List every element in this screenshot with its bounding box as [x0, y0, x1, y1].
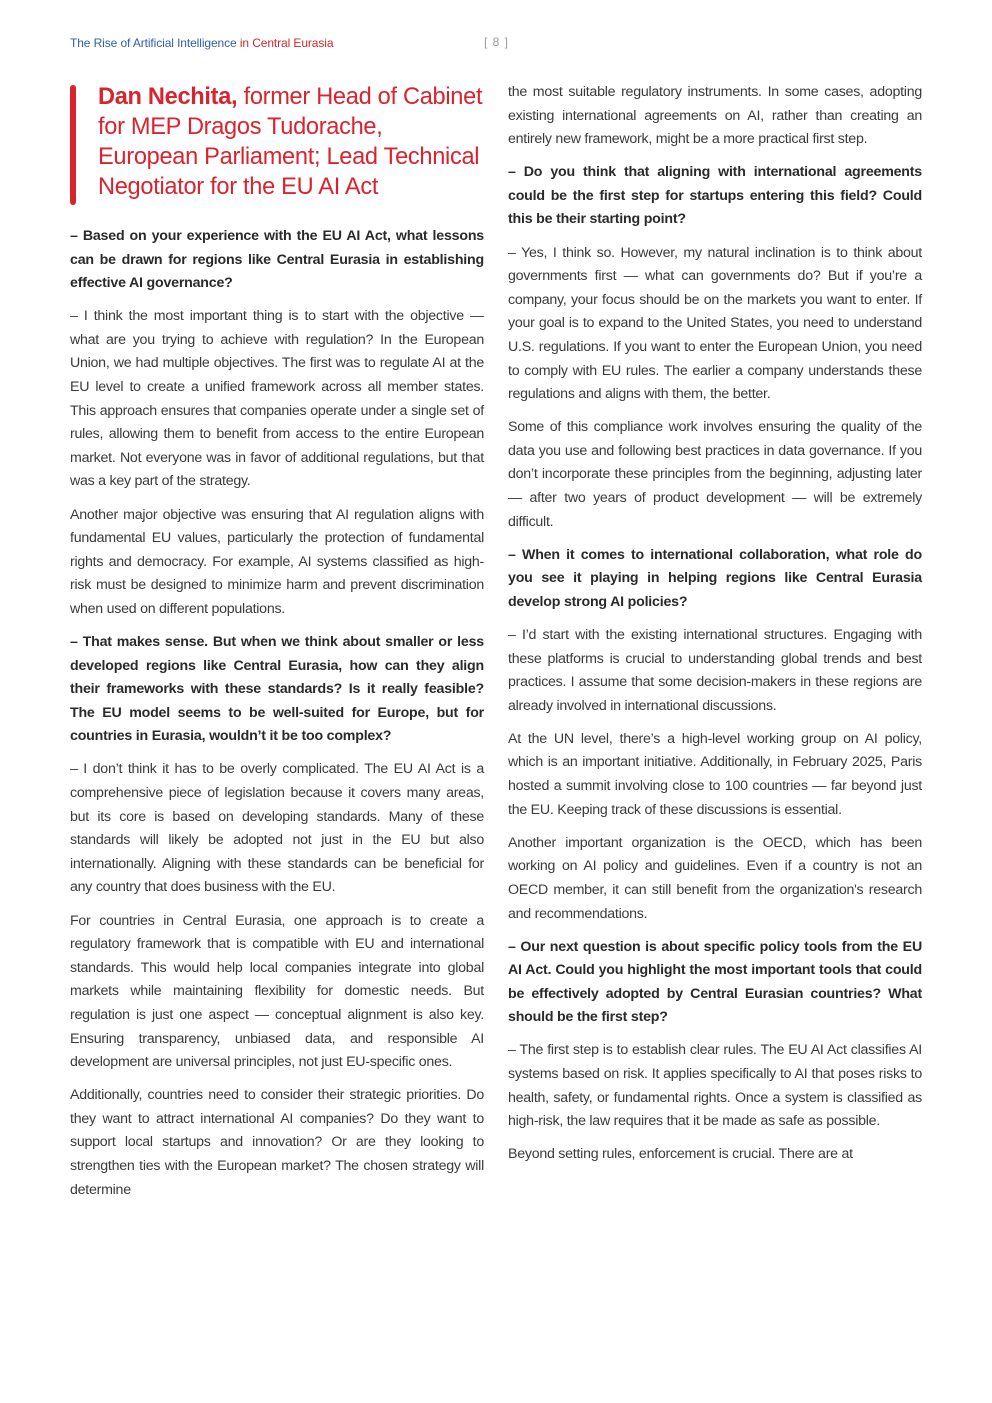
interviewee-title-block — [70, 82, 484, 202]
accent-bar — [70, 85, 76, 205]
left-paragraphs — [70, 225, 484, 1202]
right-paragraphs — [508, 81, 922, 1167]
running-header — [70, 36, 333, 50]
interview-answer: At the UN level, there’s a high-level working group on AI policy, which is an important initiative. Additionally, in February 2025, Paris hosted a summit involving close to 100 countries — far beyond just the EU. Keeping track of these discussions is essential. — [508, 730, 922, 818]
interview-question: – When it comes to international collaboration, what role do you see it playing in helping regions like Central Eurasia develop strong AI policies? — [508, 546, 922, 610]
page-number: [ 8 ] — [484, 35, 510, 49]
interview-answer: – I don’t think it has to be overly complicated. The EU AI Act is a comprehensive piece of legislation because it covers many areas, but its core is based on developing standards. Many of these standards will likely be adopted not just in the EU but also internationally. Aligning with these standards can be beneficial for any country that does business with the EU. — [70, 761, 484, 896]
interview-answer: Some of this compliance work involves ensuring the quality of the data you use and following best practices in data governance. If you don’t incorporate these principles from the beginning, adjusting later — after two years of product development — will be extremely difficult. — [508, 419, 922, 530]
interview-answer: the most suitable regulatory instruments. In some cases, adopting existing international agreements on AI, rather than creating an entirely new framework, might be a more practical first step. — [508, 84, 922, 148]
right-column — [508, 81, 922, 1176]
interview-answer: Beyond setting rules, enforcement is crucial. There are at — [508, 1146, 853, 1163]
interview-question: – Based on your experience with the EU AI Act, what lessons can be drawn for regions like Central Eurasia in establishing effective AI governance? — [70, 228, 484, 292]
interview-question: – That makes sense. But when we think about smaller or less developed regions like Central Eurasia, how can they align their frameworks with these standards? Is it really feasible? The EU model seems to be well-suited for Europe, but for countries in Eurasia, wouldn’t it be too complex? — [70, 634, 484, 745]
header-title-region: in Central Eurasia — [239, 36, 334, 50]
interviewee-name: Dan Nechita, — [98, 84, 238, 110]
interview-answer: – The first step is to establish clear rules. The EU AI Act classifies AI systems based on risk. It applies specifically to AI that poses risks to health, safety, or fundamental rights. Once a system is classified as high-risk, the law requires that it be made as safe as possible. — [508, 1042, 922, 1130]
interviewee-heading — [98, 82, 484, 202]
interviewee-role: former Head of Cabinet for MEP Dragos Tudorache, European Parliament; Lead Technical Negotiator for the EU AI Act — [98, 84, 483, 200]
interview-answer: For countries in Central Eurasia, one approach is to create a regulatory framework that is compatible with EU and international standards. This would help local companies integrate into global markets while maintaining flexibility for domestic needs. But regulation is just one aspect — conceptual alignment is also key. Ensuring transparency, unbiased data, and responsible AI development are universal principles, not just EU-specific ones. — [70, 912, 484, 1071]
interview-answer: Another major objective was ensuring that AI regulation aligns with fundamental EU values, particularly the protection of fundamental rights and democracy. For example, AI systems classified as high-risk must be designed to minimize harm and prevent discrimination when used on different populations. — [70, 506, 484, 617]
interview-answer: – Yes, I think so. However, my natural inclination is to think about governments first — what can governments do? But if you’re a company, your focus should be on the markets you want to enter. If your goal is to expand to the United States, you need to understand U.S. regulations. If you want to enter the European Union, you need to comply with EU rules. The earlier a company understands these regulations and aligns with them, the better. — [508, 244, 922, 403]
interview-answer: Another important organization is the OECD, which has been working on AI policy and guidelines. Even if a country is not an OECD member, it can still benefit from the organization's research and recommendations. — [508, 834, 922, 922]
header-title-main: The Rise of Artificial Intelligence — [70, 36, 237, 50]
left-column — [70, 80, 484, 1212]
interview-answer: – I’d start with the existing international structures. Engaging with these platforms is crucial to understanding global trends and best practices. I assume that some decision-makers in these regions are already involved in international discussions. — [508, 626, 922, 714]
interview-answer: – I think the most important thing is to start with the objective — what are you trying to achieve with regulation? In the European Union, we had multiple objectives. The first was to regulate AI at the EU level to create a unified framework across all member states. This approach ensures that companies operate under a single set of rules, allowing them to benefit from access to the entire European market. Not everyone was in favor of additional regulations, but that was a key part of the strategy. — [70, 308, 484, 490]
interview-question: – Our next question is about specific policy tools from the EU AI Act. Could you highlight the most important tools that could be effectively adopted by Central Eurasian countries? What should be the first step? — [508, 938, 922, 1026]
interview-question: – Do you think that aligning with international agreements could be the first step for startups entering this field? Could this be their starting point? — [508, 164, 922, 228]
interview-answer: Additionally, countries need to consider their strategic priorities. Do they want to attract international AI companies? Do they want to support local startups and innovation? Or are they looking to strengthen ties with the European market? The chosen strategy will determine — [70, 1087, 484, 1198]
